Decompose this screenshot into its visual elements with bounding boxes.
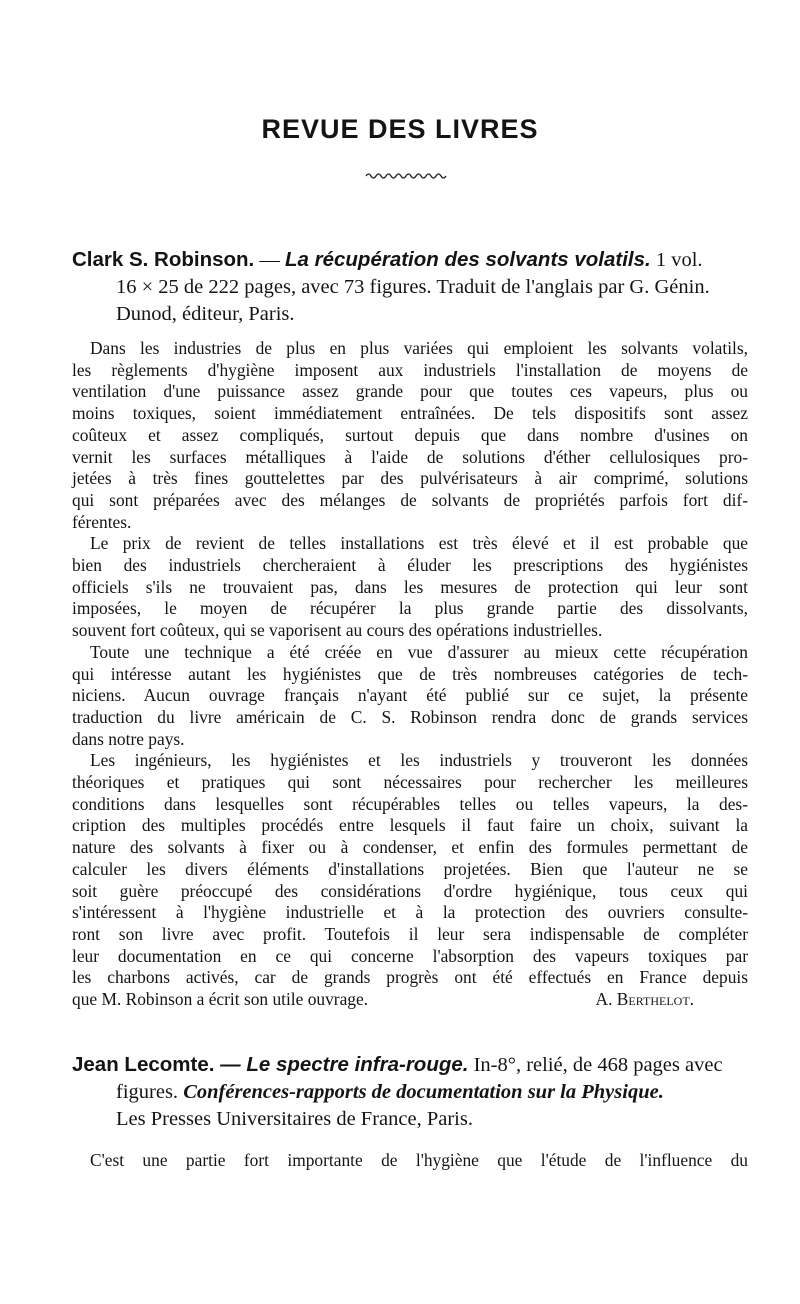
heading-line-1 [72, 246, 752, 274]
heading-dash: — [214, 1053, 247, 1076]
review-paragraph [72, 1150, 748, 1172]
review-lecomte [72, 1051, 752, 1172]
paragraph-line: conditions dans lesquelles sont récupérables telles ou telles vapeurs, la des- [72, 793, 748, 814]
paragraph-line: férentes. [72, 511, 132, 532]
paragraph-line: leur documentation en ce qui concerne l'absorption des vapeurs toxiques par [72, 945, 748, 966]
book-title: Le spectre infra-rouge. [246, 1053, 469, 1076]
book-details [72, 1079, 752, 1106]
paragraph-line: dans notre pays. [72, 728, 185, 749]
paragraph-line: s'intéressent à l'hygiène industrielle et à la protection des ouvriers consulte- [72, 902, 748, 923]
review-body [72, 338, 748, 1011]
section-title: REVUE DES LIVRES [261, 114, 539, 144]
author-name: Clark S. Robinson. [72, 248, 255, 271]
book-series: Conférences-rapports de documentation sur la Physique. [183, 1081, 664, 1103]
book-format: In-8°, relié, de 468 pages avec [468, 1054, 723, 1076]
paragraph-line: officiels s'ils ne trouvaient pas, dans les mesures de protection qui leur sont [72, 576, 748, 597]
paragraph-line: traduction du livre américain de C. S. Robinson rendra donc de grands services [72, 706, 748, 727]
review-heading [72, 1051, 752, 1133]
review-paragraph [72, 642, 748, 751]
paragraph-line: Toute une technique a été créée en vue d'assurer au mieux cette récupération [90, 641, 748, 662]
paragraph-line: Le prix de revient de telles installations est très élevé et il est probable que [90, 533, 748, 554]
review-paragraph [72, 338, 748, 533]
paragraph-line: imposées, le moyen de récupérer la plus grande partie des dissolvants, [72, 598, 748, 619]
review-heading [72, 246, 752, 328]
paragraph-line: Les ingénieurs, les hygiénistes et les industriels y trouveront les données [90, 750, 748, 771]
paragraph-line: souvent fort coûteux, qui se vaporisent au cours des opérations industrielles. [72, 620, 603, 641]
paragraph-line: ventilation d'une puissance assez grande pour que toutes ces vapeurs, plus ou [72, 381, 748, 402]
book-title: La récupération des solvants volatils. [285, 248, 651, 271]
paragraph-line: cription des multiples procédés entre lesquels il faut faire un choix, suivant la [72, 815, 748, 836]
book-publisher: Dunod, éditeur, Paris. [116, 303, 295, 325]
paragraph-line: qui intéresse autant les hygiénistes que de très nombreuses catégories de tech- [72, 663, 748, 684]
review-robinson [72, 246, 752, 328]
paragraph-line: moins toxiques, soient immédiatement entraînées. De tels dispositifs sont assez [72, 403, 748, 424]
paragraph-line: jetées à très fines gouttelettes par des pulvérisateurs à air comprimé, solutions [72, 468, 748, 489]
paragraph-line: les charbons activés, car de grands progrès ont été effectués en France depuis [72, 967, 748, 988]
book-volume: 1 vol. [650, 249, 703, 271]
paragraph-line: théoriques et pratiques qui sont nécessaires pour rechercher les meilleures [72, 772, 748, 793]
author-name: Jean Lecomte. [72, 1053, 215, 1076]
paragraph-line: C'est une partie fort importante de l'hygiène que l'étude de l'influence du [90, 1150, 748, 1170]
book-details: 16 × 25 de 222 pages, avec 73 figures. Traduit de l'anglais par G. Génin. [116, 276, 710, 298]
review-paragraph [72, 533, 748, 642]
heading-dash: — [254, 249, 285, 271]
paragraph-line: bien des industriels chercheraient à éluder les prescriptions des hygiénistes [72, 555, 748, 576]
paragraph-line: qui sont préparées avec des mélanges de solvants de propriétés parfois fort dif- [72, 489, 748, 510]
paragraph-line: soit guère préoccupé des considérations d'ordre hygiénique, tous ceux qui [72, 880, 748, 901]
heading-line-1 [72, 1051, 752, 1079]
reviewer-signature: A. Berthelot. [595, 989, 694, 1010]
paragraph-line: ront son livre avec profit. Toutefois il leur sera indispensable de compléter [72, 923, 748, 944]
wavy-ornament-icon [365, 170, 447, 180]
paragraph-line: niciens. Aucun ouvrage français n'ayant été publié sur ce sujet, la présente [72, 685, 748, 706]
paragraph-line: nature des solvants à fixer ou à condenser, et enfin des formules permettant de [72, 837, 748, 858]
paragraph-line: vernit les surfaces métalliques à l'aide de solutions d'éther cellulosiques pro- [72, 446, 748, 467]
paragraph-line: les règlements d'hygiène imposent aux industriels l'installation de moyens de [72, 359, 748, 380]
paragraph-line: coûteux et assez compliqués, surtout depuis que dans nombre d'usines on [72, 424, 748, 445]
paragraph-line: calculer les divers éléments d'installations projetées. Bien que l'auteur ne se [72, 858, 748, 879]
book-publisher: Les Presses Universitaires de France, Paris. [116, 1108, 473, 1130]
book-details-plain: figures. [116, 1081, 184, 1103]
paragraph-line: que M. Robinson a écrit son utile ouvrage. [72, 989, 369, 1010]
review-paragraph [72, 750, 748, 1010]
paragraph-line: Dans les industries de plus en plus variées qui emploient les solvants volatils, [90, 338, 748, 358]
